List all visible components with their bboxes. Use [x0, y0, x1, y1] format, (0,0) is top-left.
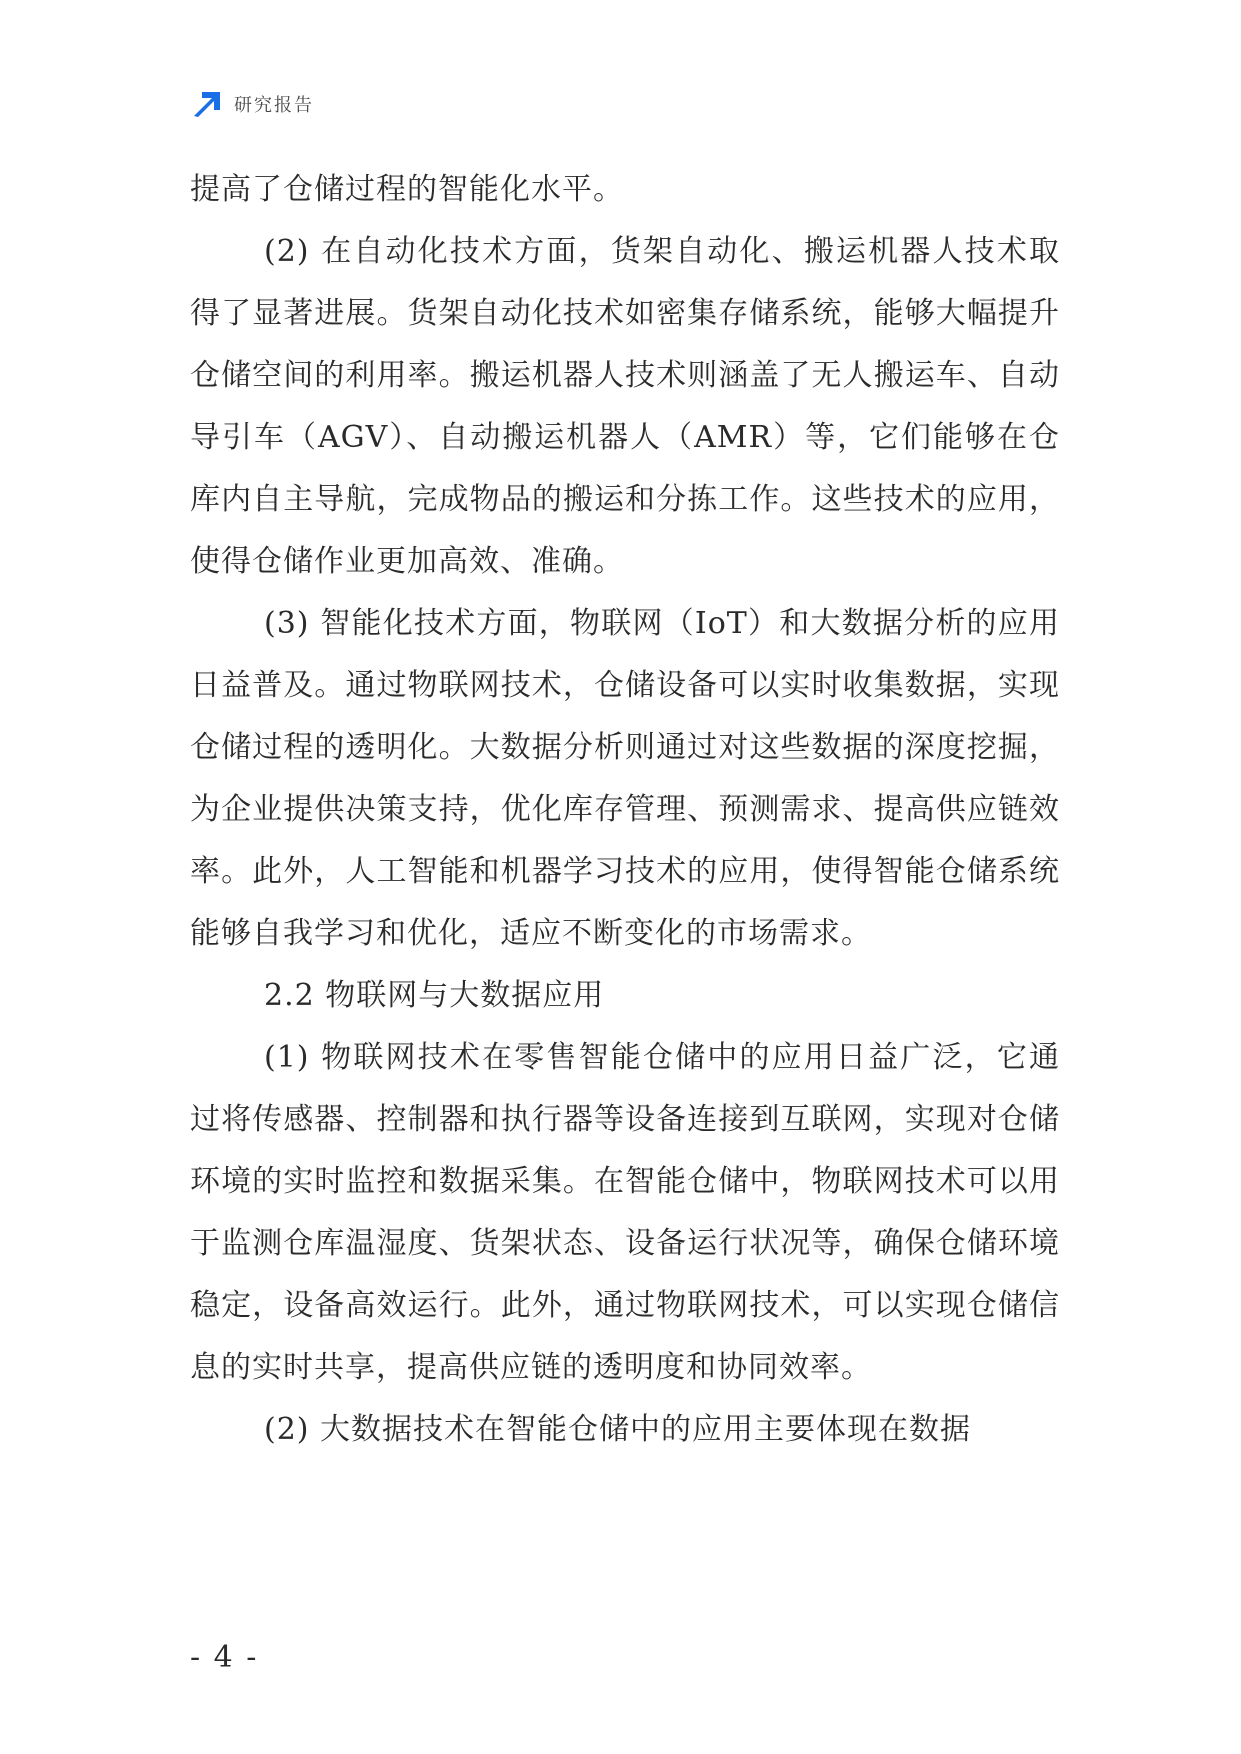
arrow-up-right-icon: [190, 88, 224, 120]
paragraph: (3) 智能化技术方面，物联网（IoT）和大数据分析的应用日益普及。通过物联网技术，仓储设备可以实时收集数据，实现仓储过程的透明化。大数据分析则通过对这些数据的深度挖掘，为企业提供决策支持，优化库存管理、预测需求、提高供应链效率。此外，人工智能和机器学习技术的应用，使得智能仓储系统能够自我学习和优化，适应不断变化的市场需求。: [190, 606, 1060, 951]
document-body: [190, 159, 1060, 1461]
report-header: [190, 88, 314, 120]
page-number: - 4 -: [190, 1640, 259, 1675]
paragraph: 提高了仓储过程的智能化水平。: [190, 172, 624, 207]
section-heading: 2.2 物联网与大数据应用: [264, 978, 605, 1013]
paragraph: (2) 在自动化技术方面，货架自动化、搬运机器人技术取得了显著进展。货架自动化技术如密集存储系统，能够大幅提升仓储空间的利用率。搬运机器人技术则涵盖了无人搬运车、自动导引车（AGV）、自动搬运机器人（AMR）等，它们能够在仓库内自主导航，完成物品的搬运和分拣工作。这些技术的应用，使得仓储作业更加高效、准确。: [190, 234, 1060, 579]
paragraph: (1) 物联网技术在零售智能仓储中的应用日益广泛，它通过将传感器、控制器和执行器等设备连接到互联网，实现对仓储环境的实时监控和数据采集。在智能仓储中，物联网技术可以用于监测仓库温湿度、货架状态、设备运行状况等，确保仓储环境稳定，设备高效运行。此外，通过物联网技术，可以实现仓储信息的实时共享，提高供应链的透明度和协同效率。: [190, 1040, 1060, 1385]
report-label: 研究报告: [234, 95, 314, 116]
paragraph: (2) 大数据技术在智能仓储中的应用主要体现在数据: [264, 1412, 972, 1447]
